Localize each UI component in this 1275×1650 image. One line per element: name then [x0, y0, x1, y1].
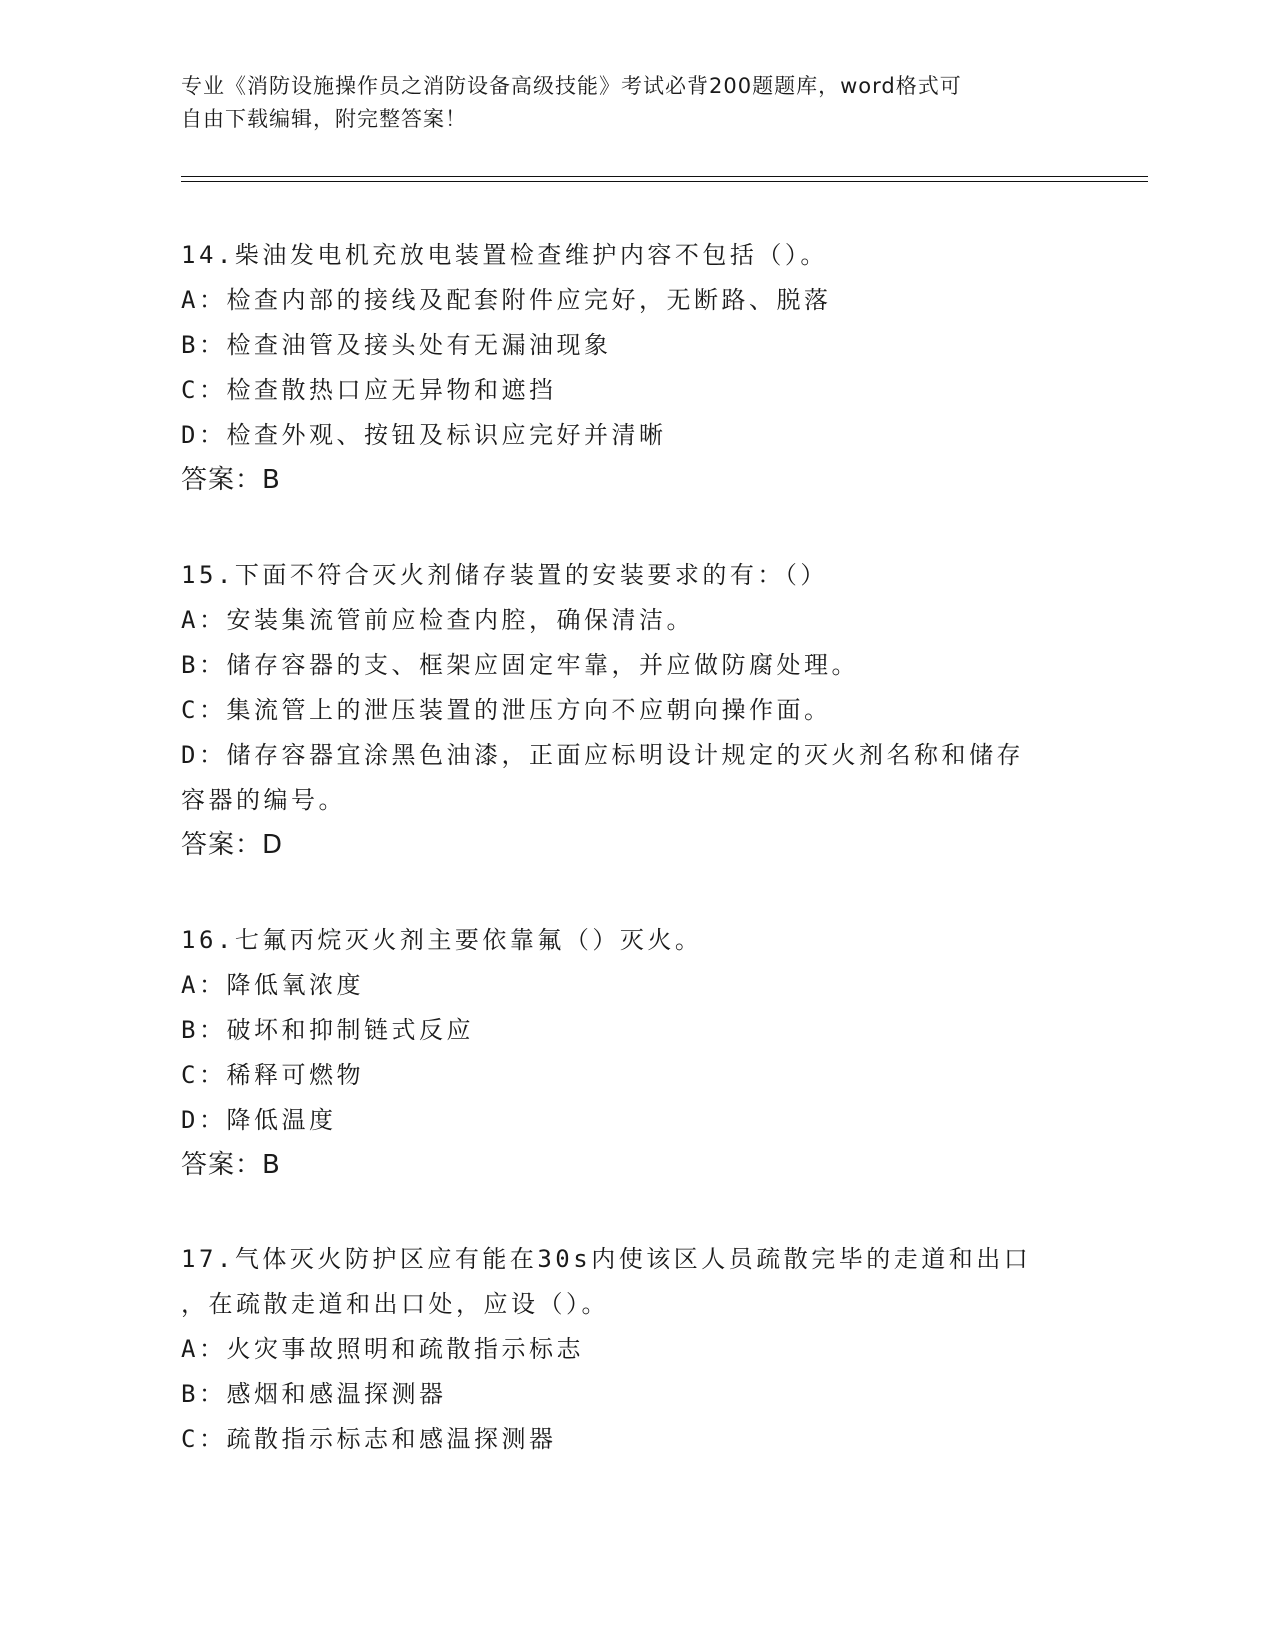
option-a: A：检查内部的接线及配套附件应完好，无断路、脱落: [181, 286, 832, 314]
header-line-1: 专业《消防设施操作员之消防设备高级技能》考试必背200题题库，word格式可: [181, 74, 962, 98]
answer-line: 答案：D: [181, 830, 284, 860]
option-a: A：火灾事故照明和疏散指示标志: [181, 1335, 584, 1363]
answer-line: 答案：B: [181, 465, 281, 495]
question-stem-continued: ，在疏散走道和出口处，应设（）。: [181, 1290, 609, 1318]
option-d-continued: 容器的编号。: [181, 786, 346, 814]
option-b: B：破坏和抑制链式反应: [181, 1016, 474, 1044]
question-17: [181, 1237, 1081, 1462]
question-stem: 15.下面不符合灭火剂储存装置的安装要求的有：（）: [181, 561, 828, 589]
question-16: [181, 918, 1081, 1188]
question-stem: 16.七氟丙烷灭火剂主要依靠氟（）灭火。: [181, 926, 703, 954]
option-d: D：储存容器宜涂黑色油漆，正面应标明设计规定的灭火剂名称和储存: [181, 741, 1024, 769]
option-b: B：检查油管及接头处有无漏油现象: [181, 331, 612, 359]
option-c: C：检查散热口应无异物和遮挡: [181, 376, 557, 404]
option-b: B：感烟和感温探测器: [181, 1380, 447, 1408]
option-a: A：降低氧浓度: [181, 971, 364, 999]
option-d: D：检查外观、按钮及标识应完好并清晰: [181, 421, 667, 449]
option-c: C：稀释可燃物: [181, 1061, 364, 1089]
option-c: C：集流管上的泄压装置的泄压方向不应朝向操作面。: [181, 696, 832, 724]
question-stem: 14.柴油发电机充放电装置检查维护内容不包括（）。: [181, 241, 828, 269]
question-stem: 17.气体灭火防护区应有能在30s内使该区人员疏散完毕的走道和出口: [181, 1245, 1032, 1273]
option-b: B：储存容器的支、框架应固定牢靠，并应做防腐处理。: [181, 651, 859, 679]
document-header: [181, 70, 1061, 136]
header-line-2: 自由下载编辑，附完整答案！: [181, 107, 467, 131]
question-15: [181, 553, 1081, 868]
header-divider-top: [181, 176, 1148, 177]
option-c: C：疏散指示标志和感温探测器: [181, 1425, 557, 1453]
option-d: D：降低温度: [181, 1106, 337, 1134]
answer-line: 答案：B: [181, 1150, 281, 1180]
header-divider-bottom: [181, 181, 1148, 182]
question-14: [181, 233, 1081, 503]
option-a: A：安装集流管前应检查内腔，确保清洁。: [181, 606, 694, 634]
